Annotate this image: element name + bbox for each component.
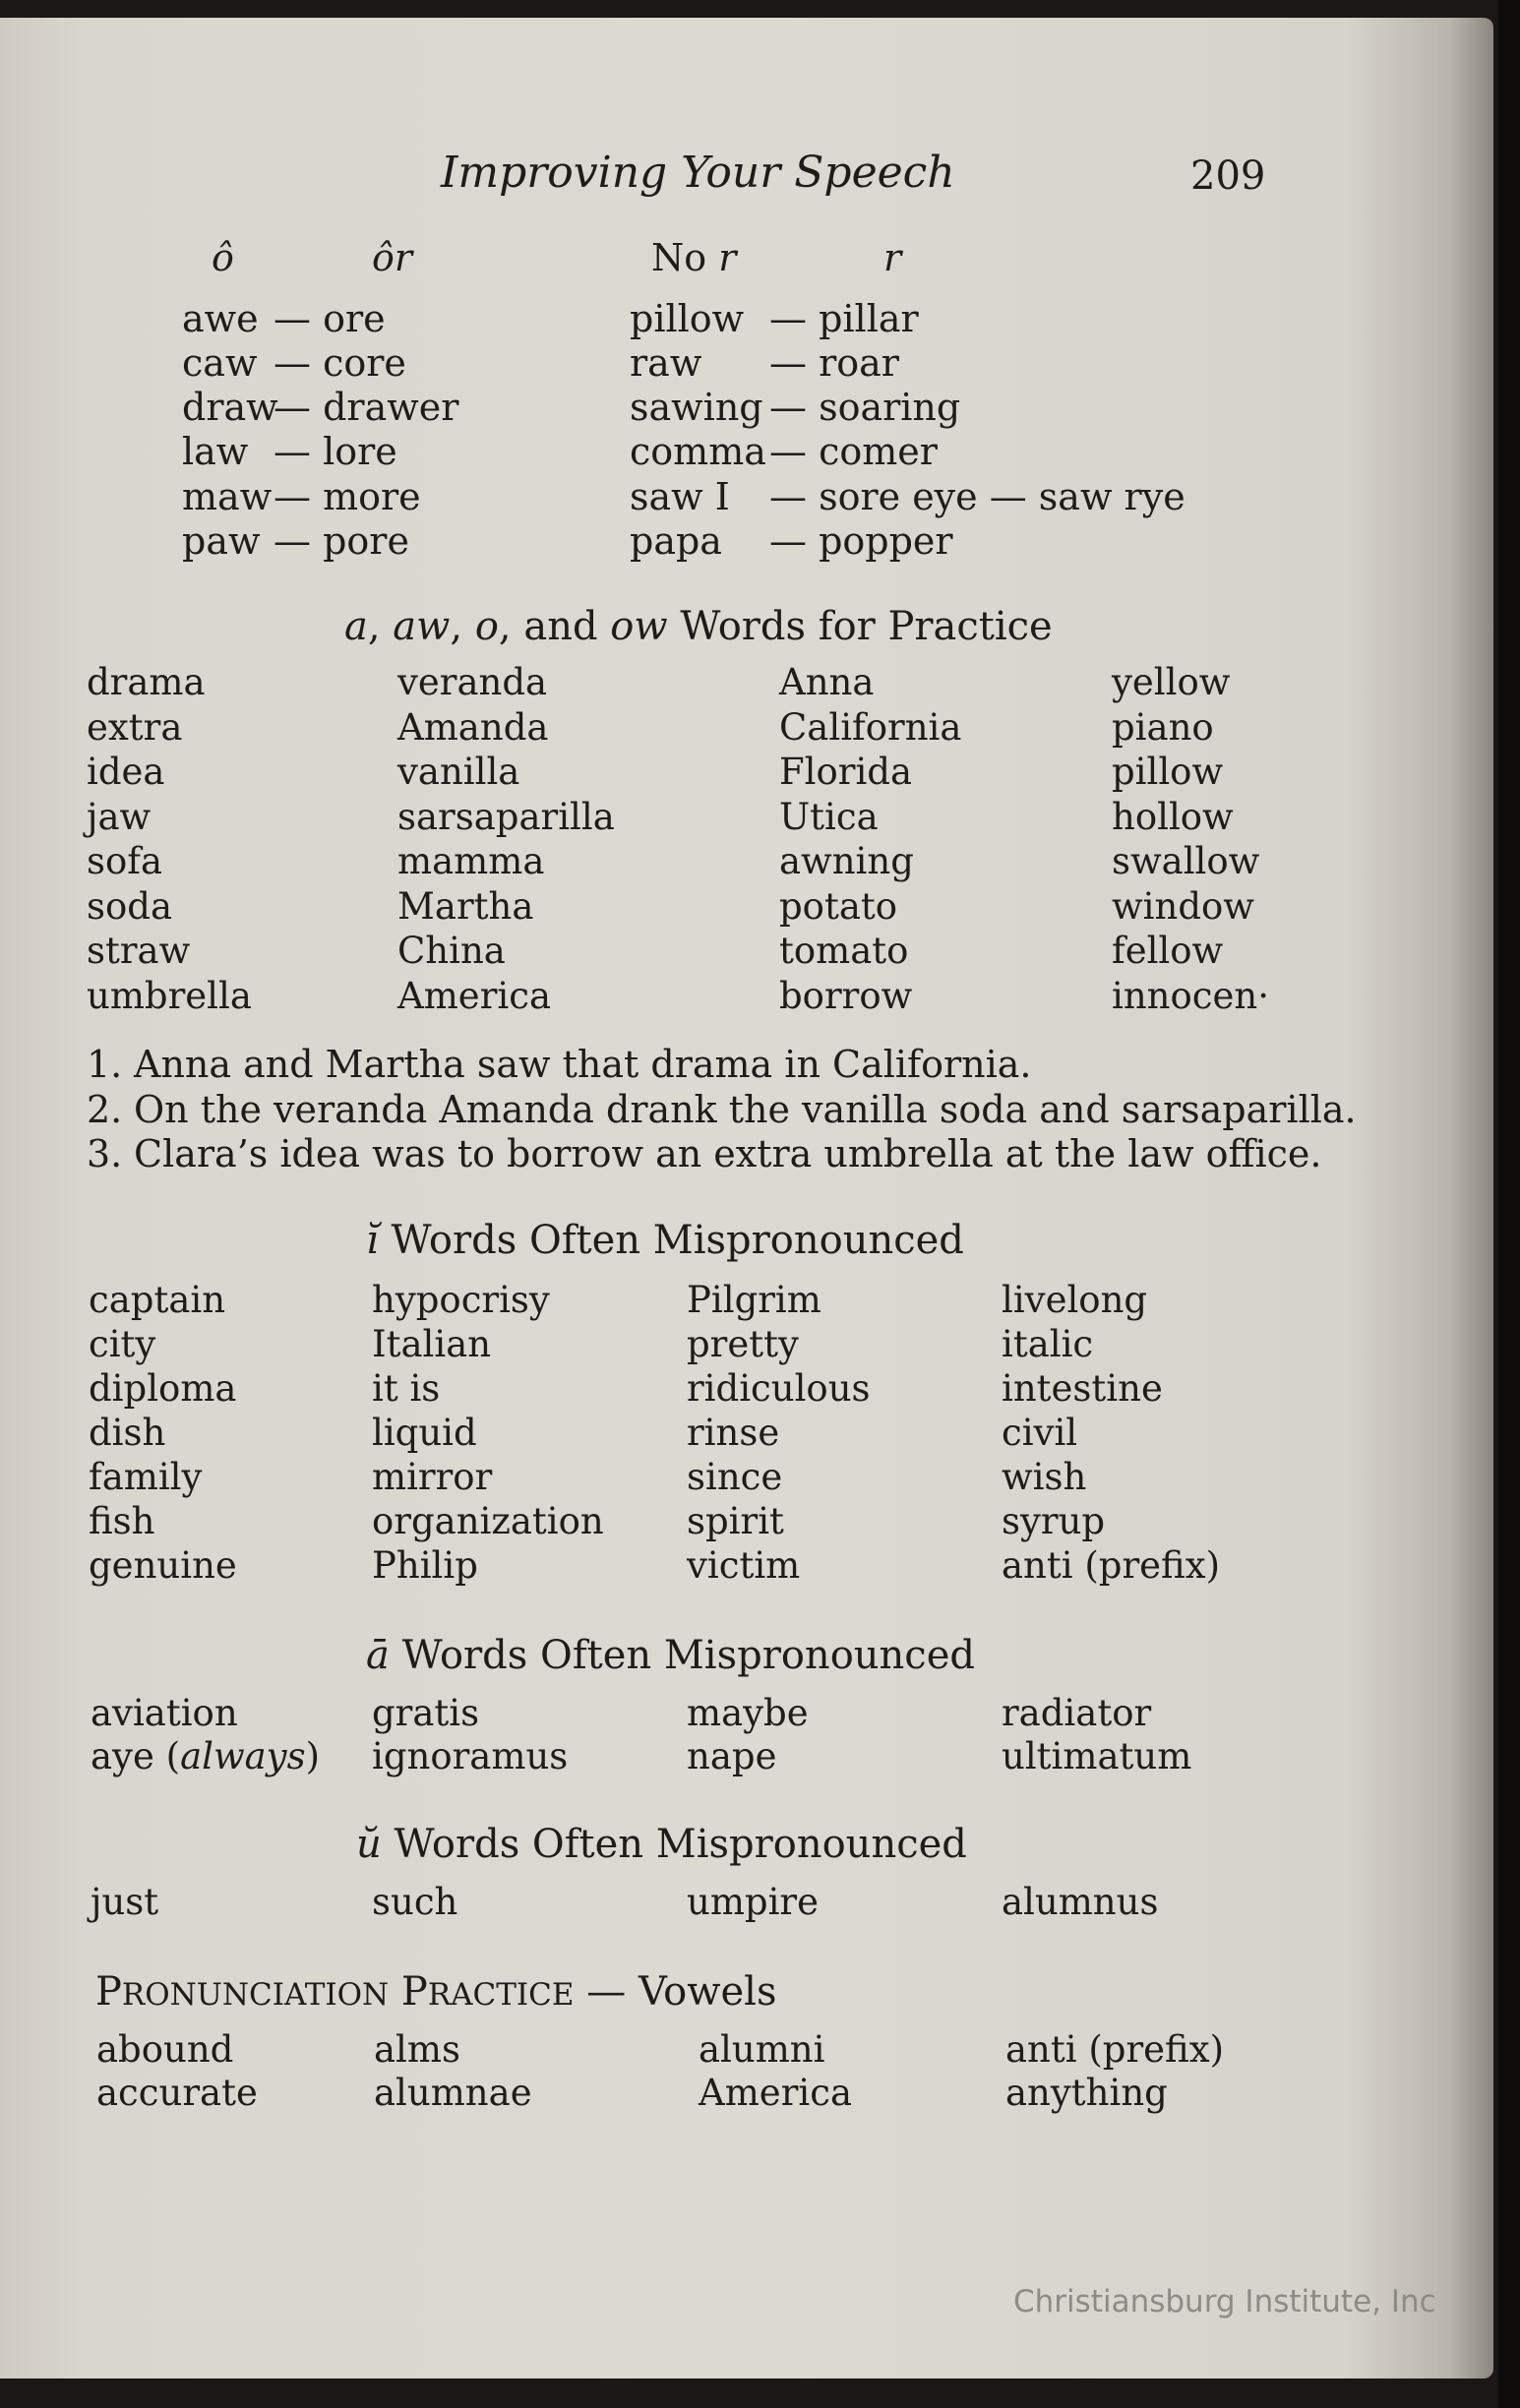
heading-part: , and xyxy=(498,604,611,649)
word-item: fellow xyxy=(1112,930,1224,972)
word-item: sarsaparilla xyxy=(397,795,615,838)
word-item: Martha xyxy=(397,884,534,928)
word-item: spirit xyxy=(687,1500,784,1542)
word-item: diploma xyxy=(89,1367,237,1410)
long-a-heading xyxy=(366,1633,975,1678)
word-item: yellow xyxy=(1112,661,1231,703)
pair-word: — ore xyxy=(274,297,386,340)
sentence xyxy=(87,1132,1322,1175)
pair-word: — lore xyxy=(274,430,397,473)
word-item: nape xyxy=(687,1735,777,1777)
word-item: syrup xyxy=(1002,1500,1106,1542)
word-item: Amanda xyxy=(397,705,549,749)
short-i-title: Words Often Mispronounced xyxy=(378,1218,964,1263)
pair-word: papa xyxy=(630,519,722,563)
heading-part: P xyxy=(400,1969,428,2015)
heading-o-open: ô xyxy=(212,236,234,279)
word-item: jaw xyxy=(87,795,152,838)
word-item: ridiculous xyxy=(687,1367,871,1410)
word-item: Philip xyxy=(372,1544,478,1587)
pair-word: pillow xyxy=(630,297,745,340)
word-item: potato xyxy=(779,884,898,928)
pair-word: — core xyxy=(274,341,406,385)
word-item: radiator xyxy=(1002,1692,1152,1734)
heading-part: aw xyxy=(393,604,451,649)
word-item: sofa xyxy=(87,840,163,882)
heading-r: r xyxy=(883,236,902,279)
pair-word: law xyxy=(182,430,249,473)
running-title: Improving Your Speech xyxy=(441,148,955,198)
word-item: family xyxy=(89,1456,203,1498)
word-item: Italian xyxy=(372,1323,492,1365)
word-item: swallow xyxy=(1112,840,1260,882)
pair-word: — popper xyxy=(769,519,953,563)
word-item: Utica xyxy=(779,795,879,838)
heading-part: RACTICE xyxy=(427,1977,575,2013)
heading-part: — Vowels xyxy=(574,1969,777,2015)
sentence-number: 1. xyxy=(87,1043,123,1086)
word-item: such xyxy=(372,1881,458,1923)
sentence xyxy=(87,1043,1032,1086)
word-item: genuine xyxy=(89,1544,237,1587)
word-item: mirror xyxy=(372,1456,493,1498)
word-item: ultimatum xyxy=(1002,1735,1192,1777)
word-item: anti (prefix) xyxy=(1002,1544,1221,1587)
word-item: alumnus xyxy=(1002,1881,1159,1923)
word-item: alumnae xyxy=(374,2072,532,2114)
pair-word: draw xyxy=(182,386,278,429)
word-item: awning xyxy=(779,840,914,882)
word-item: anything xyxy=(1005,2072,1168,2114)
word-item: civil xyxy=(1002,1412,1078,1454)
word-item: idea xyxy=(87,751,165,793)
word-item: just xyxy=(91,1881,159,1923)
pair-word: — soaring xyxy=(769,386,961,429)
word-item: vanilla xyxy=(397,751,520,793)
pair-word: — pore xyxy=(274,519,409,563)
word-item: mamma xyxy=(397,840,545,882)
word-item: hypocrisy xyxy=(372,1279,550,1321)
word-item: abound xyxy=(96,2028,234,2071)
word-item: window xyxy=(1112,884,1254,928)
page-edge-shadow xyxy=(1498,0,1520,2408)
word-item: alumni xyxy=(699,2028,825,2071)
pair-word: raw xyxy=(630,341,702,385)
pair-word: paw xyxy=(182,519,261,563)
page-header xyxy=(0,148,1520,207)
word-item: umpire xyxy=(687,1881,820,1923)
word-item: gratis xyxy=(372,1692,480,1734)
word-item: italic xyxy=(1002,1323,1094,1365)
word-item: America xyxy=(699,2072,853,2114)
heading-part: , xyxy=(450,604,475,649)
word-item: hollow xyxy=(1112,795,1234,838)
word-item: rinse xyxy=(687,1412,780,1454)
pair-word: — pillar xyxy=(769,297,919,340)
short-u-symbol: ŭ xyxy=(356,1822,382,1867)
word-item: victim xyxy=(687,1544,801,1587)
word-item: livelong xyxy=(1002,1279,1148,1321)
word-item: America xyxy=(397,974,552,1017)
word-item: since xyxy=(687,1456,783,1498)
short-u-title: Words Often Mispronounced xyxy=(381,1822,967,1867)
sentence xyxy=(87,1088,1357,1131)
pair-word: — sore eye — saw rye xyxy=(769,475,1186,518)
pair-word: maw xyxy=(182,475,273,518)
word-item: soda xyxy=(87,884,173,928)
pair-word: — roar xyxy=(769,341,899,385)
pair-word: sawing xyxy=(630,386,763,429)
word-item: organization xyxy=(372,1500,604,1542)
heading-part: Words for Practice xyxy=(667,604,1053,649)
heading-part: o xyxy=(474,604,499,649)
heading-part: , xyxy=(367,604,394,649)
pair-word: caw xyxy=(182,341,258,385)
word-item: aye (always) xyxy=(91,1735,321,1777)
word-item: veranda xyxy=(397,661,548,703)
word-item: California xyxy=(779,705,962,749)
heading-no-r: No r xyxy=(651,236,737,279)
page-number: 209 xyxy=(1190,153,1266,199)
heading-part: P xyxy=(95,1969,122,2015)
word-item: piano xyxy=(1112,705,1214,749)
heading-part: a xyxy=(344,604,368,649)
long-a-title: Words Often Mispronounced xyxy=(389,1633,975,1678)
word-item: Anna xyxy=(779,661,875,703)
word-item: China xyxy=(397,930,506,972)
sentence-text: Clara’s idea was to borrow an extra umbrella at the law office. xyxy=(134,1132,1322,1175)
sentence-text: On the veranda Amanda drank the vanilla soda and sarsaparilla. xyxy=(134,1088,1357,1131)
word-item: city xyxy=(89,1323,156,1365)
word-item: pretty xyxy=(687,1323,799,1365)
word-item: maybe xyxy=(687,1692,809,1734)
word-item: innocen· xyxy=(1112,974,1269,1017)
pair-word: — comer xyxy=(769,430,938,473)
heading-part: RONUNCIATION xyxy=(121,1977,390,2013)
pair-word: saw I xyxy=(630,475,730,518)
word-item: Pilgrim xyxy=(687,1279,821,1321)
word-item: it is xyxy=(372,1367,441,1410)
word-item: liquid xyxy=(372,1412,477,1454)
word-item: tomato xyxy=(779,930,909,972)
short-i-heading xyxy=(366,1218,964,1263)
word-item: dish xyxy=(89,1412,166,1454)
word-item: umbrella xyxy=(87,974,252,1017)
heading-part: ow xyxy=(610,604,668,649)
word-item: pillow xyxy=(1112,751,1224,793)
word-item: captain xyxy=(89,1279,226,1321)
word-item: wish xyxy=(1002,1456,1087,1498)
short-i-symbol: ĭ xyxy=(366,1218,379,1263)
heading-o-r: ôr xyxy=(372,236,413,279)
word-item: alms xyxy=(374,2028,460,2071)
word-item: aviation xyxy=(91,1692,238,1734)
word-item: accurate xyxy=(96,2072,258,2114)
word-item: anti (prefix) xyxy=(1005,2028,1225,2071)
long-a-symbol: ā xyxy=(366,1633,390,1678)
pair-word: — more xyxy=(274,475,421,518)
word-item: intestine xyxy=(1002,1367,1163,1410)
pair-word: comma xyxy=(630,430,766,473)
practice-a-heading xyxy=(344,604,1053,649)
word-item: fish xyxy=(89,1500,155,1542)
word-item: ignoramus xyxy=(372,1735,569,1777)
sentence-number: 2. xyxy=(87,1088,123,1131)
word-item: borrow xyxy=(779,974,913,1017)
word-item: straw xyxy=(87,930,191,972)
word-item: drama xyxy=(87,661,206,703)
sentence-text: Anna and Martha saw that drama in California. xyxy=(134,1043,1032,1086)
watermark: Christiansburg Institute, Inc xyxy=(1013,2284,1436,2319)
sentence-number: 3. xyxy=(87,1132,123,1175)
word-item: extra xyxy=(87,705,183,749)
word-item: Florida xyxy=(779,751,913,793)
pair-word: — drawer xyxy=(274,386,459,429)
vowels-heading xyxy=(95,1969,777,2015)
short-u-heading xyxy=(356,1822,967,1867)
pair-word: awe xyxy=(182,297,259,340)
